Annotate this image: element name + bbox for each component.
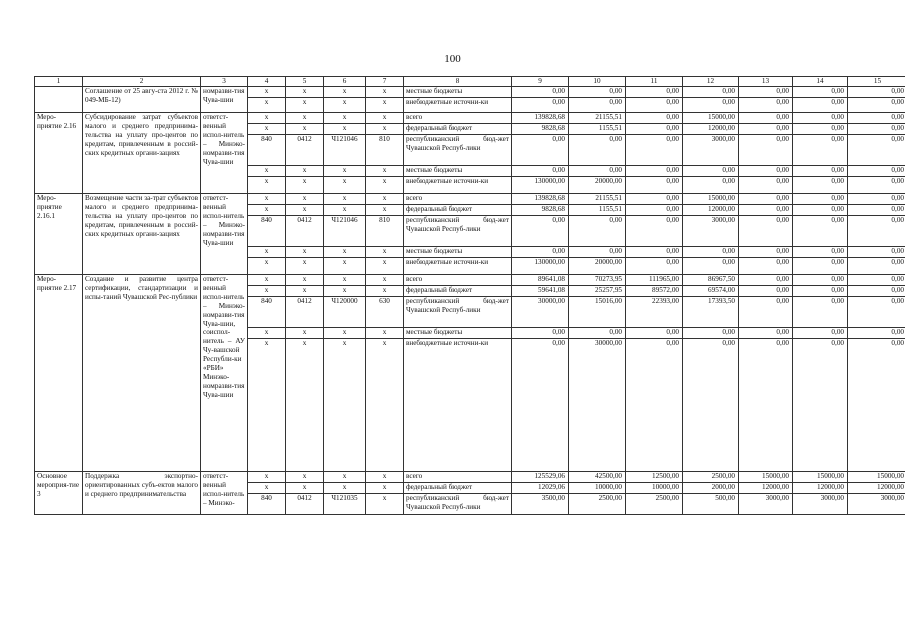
amount-cell: 30000,00 — [512, 297, 569, 328]
funding-source-cell: республиканский бюд-жет Чувашской Респуб-лики — [404, 216, 512, 247]
amount-cell: 0,00 — [848, 275, 905, 286]
amount-cell: 0,00 — [569, 216, 626, 247]
amount-cell: 89641,08 — [512, 275, 569, 286]
column-number-cell: 5 — [286, 77, 324, 87]
amount-cell: 89572,00 — [626, 286, 683, 297]
activity-number-cell — [35, 87, 83, 113]
budget-code-cell: x — [324, 87, 366, 98]
amount-cell: 0,00 — [793, 328, 848, 339]
budget-code-cell: 840 — [248, 216, 286, 247]
amount-cell: 0,00 — [848, 258, 905, 275]
amount-cell: 2500,00 — [569, 494, 626, 515]
amount-cell: 0,00 — [848, 339, 905, 472]
funding-source-cell: федеральный бюджет — [404, 483, 512, 494]
funding-source-cell: внебюджетные источни-ки — [404, 258, 512, 275]
amount-cell: 0,00 — [739, 339, 793, 472]
amount-cell: 0,00 — [739, 275, 793, 286]
budget-code-cell: x — [248, 177, 286, 194]
amount-cell: 0,00 — [793, 135, 848, 166]
budget-code-cell: x — [324, 194, 366, 205]
budget-code-cell: x — [248, 275, 286, 286]
column-number-cell: 12 — [683, 77, 739, 87]
amount-cell: 3000,00 — [683, 135, 739, 166]
activity-name-cell: Возмещение части за-трат субъектов малого и среднего предпринима-тельства на уплату про-центов по кредитам, привлеченным в россий-ских кредитных органи-зациях — [83, 194, 201, 275]
funding-source-cell: всего — [404, 194, 512, 205]
budget-code-cell: x — [286, 177, 324, 194]
amount-cell: 0,00 — [683, 339, 739, 472]
amount-cell: 0,00 — [739, 258, 793, 275]
budget-code-cell: x — [286, 98, 324, 113]
column-number-cell: 8 — [404, 77, 512, 87]
budget-code-cell: x — [248, 286, 286, 297]
amount-cell: 0,00 — [848, 205, 905, 216]
budget-code-cell: 630 — [366, 297, 404, 328]
activity-number-cell: Меро-приятие 2.16.1 — [35, 194, 83, 275]
amount-cell: 0,00 — [739, 98, 793, 113]
activity-number-cell: Меро-приятие 2.17 — [35, 275, 83, 472]
amount-cell: 0,00 — [848, 194, 905, 205]
amount-cell: 0,00 — [848, 124, 905, 135]
amount-cell: 0,00 — [626, 205, 683, 216]
column-number-row — [35, 77, 905, 87]
amount-cell: 12000,00 — [683, 205, 739, 216]
budget-code-cell: x — [324, 328, 366, 339]
amount-cell: 15000,00 — [848, 472, 905, 483]
amount-cell: 12000,00 — [848, 483, 905, 494]
amount-cell: 0,00 — [739, 328, 793, 339]
amount-cell: 0,00 — [848, 98, 905, 113]
budget-code-cell: x — [248, 124, 286, 135]
funding-source-cell: всего — [404, 113, 512, 124]
amount-cell: 125529,06 — [512, 472, 569, 483]
budget-code-cell: x — [248, 258, 286, 275]
amount-cell: 0,00 — [569, 87, 626, 98]
amount-cell: 0,00 — [512, 87, 569, 98]
amount-cell: 0,00 — [848, 328, 905, 339]
budget-code-cell: x — [366, 124, 404, 135]
budget-code-cell: x — [324, 124, 366, 135]
amount-cell: 130000,00 — [512, 177, 569, 194]
amount-cell: 0,00 — [739, 205, 793, 216]
activity-name-cell: Создание и развитие центра сертификации, стандартизации и испы-таний Чувашской Рес-публики — [83, 275, 201, 472]
budget-code-cell: x — [324, 286, 366, 297]
budget-code-cell: x — [366, 494, 404, 515]
amount-cell: 2500,00 — [683, 472, 739, 483]
amount-cell: 0,00 — [626, 258, 683, 275]
budget-code-cell: x — [248, 194, 286, 205]
column-number-cell: 4 — [248, 77, 286, 87]
amount-cell: 86967,50 — [683, 275, 739, 286]
budget-code-cell: x — [366, 166, 404, 177]
amount-cell: 130000,00 — [512, 258, 569, 275]
amount-cell: 0,00 — [512, 339, 569, 472]
amount-cell: 0,00 — [569, 166, 626, 177]
amount-cell: 0,00 — [626, 87, 683, 98]
funding-source-cell: внебюджетные источни-ки — [404, 339, 512, 472]
budget-code-cell: x — [324, 166, 366, 177]
amount-cell: 20000,00 — [569, 177, 626, 194]
amount-cell: 0,00 — [626, 135, 683, 166]
amount-cell: 30000,00 — [569, 339, 626, 472]
budget-code-cell: x — [324, 98, 366, 113]
amount-cell: 0,00 — [683, 98, 739, 113]
budget-code-cell: Ч120000 — [324, 297, 366, 328]
budget-code-cell: x — [324, 113, 366, 124]
page-number: 100 — [444, 53, 461, 65]
budget-code-cell: x — [366, 275, 404, 286]
amount-cell: 22393,00 — [626, 297, 683, 328]
funding-source-cell: федеральный бюджет — [404, 205, 512, 216]
funding-source-cell: республиканский бюд-жет Чувашской Респуб-лики — [404, 494, 512, 515]
budget-code-cell: x — [248, 483, 286, 494]
amount-cell: 12000,00 — [793, 483, 848, 494]
amount-cell: 9828,68 — [512, 205, 569, 216]
amount-cell: 20000,00 — [569, 258, 626, 275]
amount-cell: 0,00 — [793, 258, 848, 275]
budget-table — [34, 76, 905, 515]
budget-code-cell: x — [366, 258, 404, 275]
amount-cell: 70273,95 — [569, 275, 626, 286]
budget-code-cell: x — [286, 247, 324, 258]
budget-code-cell: x — [286, 339, 324, 472]
budget-code-cell: x — [366, 177, 404, 194]
amount-cell: 0,00 — [683, 328, 739, 339]
amount-cell: 1155,51 — [569, 205, 626, 216]
budget-code-cell: x — [248, 205, 286, 216]
responsible-executor-cell: ответст-венный испол-нитель – Минэко- — [201, 472, 248, 515]
budget-code-cell: Ч121046 — [324, 135, 366, 166]
amount-cell: 25257,95 — [569, 286, 626, 297]
amount-cell: 0,00 — [848, 247, 905, 258]
budget-code-cell: x — [286, 258, 324, 275]
amount-cell: 0,00 — [848, 297, 905, 328]
column-number-cell: 11 — [626, 77, 683, 87]
amount-cell: 0,00 — [739, 286, 793, 297]
budget-code-cell: 0412 — [286, 297, 324, 328]
responsible-executor-cell: ответст-венный испол-нитель – Минэко-номразви-тия Чува-шии — [201, 194, 248, 275]
budget-code-cell: x — [366, 339, 404, 472]
funding-source-cell: республиканский бюд-жет Чувашской Респуб-лики — [404, 297, 512, 328]
responsible-executor-cell: ответст-венный испол-нитель – Минэко-номразви-тия Чува-шии — [201, 113, 248, 194]
amount-cell: 0,00 — [683, 166, 739, 177]
budget-code-cell: x — [366, 472, 404, 483]
funding-source-cell: внебюджетные источни-ки — [404, 177, 512, 194]
amount-cell: 12000,00 — [739, 483, 793, 494]
funding-source-cell: федеральный бюджет — [404, 286, 512, 297]
amount-cell: 0,00 — [848, 216, 905, 247]
budget-code-cell: x — [366, 113, 404, 124]
column-number-cell: 13 — [739, 77, 793, 87]
amount-cell: 500,00 — [683, 494, 739, 515]
budget-code-cell: x — [324, 472, 366, 483]
column-number-cell: 10 — [569, 77, 626, 87]
amount-cell: 0,00 — [793, 194, 848, 205]
amount-cell: 0,00 — [569, 247, 626, 258]
activity-name-cell: Соглашение от 25 авгу-ста 2012 г. № 049-МБ-12) — [83, 87, 201, 113]
amount-cell: 2500,00 — [626, 494, 683, 515]
funding-source-cell: местные бюджеты — [404, 87, 512, 98]
amount-cell: 0,00 — [793, 297, 848, 328]
budget-code-cell: x — [286, 472, 324, 483]
amount-cell: 0,00 — [512, 247, 569, 258]
amount-cell: 10000,00 — [626, 483, 683, 494]
amount-cell: 2000,00 — [683, 483, 739, 494]
amount-cell: 0,00 — [683, 247, 739, 258]
amount-cell: 12000,00 — [683, 124, 739, 135]
budget-code-cell: x — [286, 194, 324, 205]
amount-cell: 3000,00 — [848, 494, 905, 515]
amount-cell: 0,00 — [739, 166, 793, 177]
budget-code-cell: x — [248, 339, 286, 472]
budget-code-cell: 0412 — [286, 135, 324, 166]
amount-cell: 0,00 — [569, 98, 626, 113]
table-row — [35, 113, 905, 124]
amount-cell: 1155,51 — [569, 124, 626, 135]
amount-cell: 0,00 — [683, 177, 739, 194]
budget-code-cell: Ч121035 — [324, 494, 366, 515]
funding-source-cell: местные бюджеты — [404, 328, 512, 339]
budget-code-cell: x — [366, 247, 404, 258]
amount-cell: 3000,00 — [739, 494, 793, 515]
amount-cell: 15000,00 — [793, 472, 848, 483]
budget-code-cell: x — [248, 87, 286, 98]
budget-code-cell: x — [248, 247, 286, 258]
column-number-cell: 7 — [366, 77, 404, 87]
amount-cell: 0,00 — [683, 87, 739, 98]
budget-code-cell: Ч121046 — [324, 216, 366, 247]
budget-code-cell: x — [248, 113, 286, 124]
amount-cell: 0,00 — [848, 87, 905, 98]
budget-code-cell: x — [324, 258, 366, 275]
amount-cell: 0,00 — [512, 135, 569, 166]
budget-code-cell: x — [324, 275, 366, 286]
amount-cell: 0,00 — [739, 247, 793, 258]
amount-cell: 21155,51 — [569, 194, 626, 205]
amount-cell: 12029,06 — [512, 483, 569, 494]
amount-cell: 21155,51 — [569, 113, 626, 124]
amount-cell: 0,00 — [739, 216, 793, 247]
budget-code-cell: x — [286, 113, 324, 124]
amount-cell: 0,00 — [739, 124, 793, 135]
table-row — [35, 194, 905, 205]
budget-code-cell: 840 — [248, 135, 286, 166]
amount-cell: 69574,00 — [683, 286, 739, 297]
amount-cell: 42500,00 — [569, 472, 626, 483]
amount-cell: 15016,00 — [569, 297, 626, 328]
budget-code-cell: x — [248, 98, 286, 113]
funding-source-cell: всего — [404, 472, 512, 483]
table-row — [35, 275, 905, 286]
column-number-cell: 1 — [35, 77, 83, 87]
column-number-cell: 14 — [793, 77, 848, 87]
funding-source-cell: местные бюджеты — [404, 166, 512, 177]
budget-code-cell: x — [286, 328, 324, 339]
funding-source-cell: республиканский бюд-жет Чувашской Респуб-лики — [404, 135, 512, 166]
amount-cell: 0,00 — [683, 258, 739, 275]
activity-name-cell: Поддержка экспортно-ориентированных субъ-ектов малого и среднего предпринимательства — [83, 472, 201, 515]
budget-code-cell: 0412 — [286, 216, 324, 247]
amount-cell: 12500,00 — [626, 472, 683, 483]
amount-cell: 3000,00 — [683, 216, 739, 247]
budget-code-cell: x — [286, 124, 324, 135]
budget-code-cell: 0412 — [286, 494, 324, 515]
budget-code-cell: x — [286, 87, 324, 98]
column-number-cell: 2 — [83, 77, 201, 87]
amount-cell: 0,00 — [512, 98, 569, 113]
column-number-cell: 9 — [512, 77, 569, 87]
budget-code-cell: 810 — [366, 216, 404, 247]
amount-cell: 3500,00 — [512, 494, 569, 515]
column-number-cell: 15 — [848, 77, 905, 87]
amount-cell: 0,00 — [848, 286, 905, 297]
amount-cell: 0,00 — [626, 98, 683, 113]
budget-code-cell: x — [286, 275, 324, 286]
amount-cell: 0,00 — [848, 135, 905, 166]
budget-code-cell: x — [286, 483, 324, 494]
budget-code-cell: 840 — [248, 297, 286, 328]
amount-cell: 0,00 — [793, 124, 848, 135]
amount-cell: 0,00 — [793, 216, 848, 247]
budget-code-cell: x — [248, 328, 286, 339]
activity-number-cell: Меро-приятие 2.16 — [35, 113, 83, 194]
amount-cell: 0,00 — [848, 113, 905, 124]
amount-cell: 0,00 — [626, 247, 683, 258]
budget-code-cell: x — [286, 166, 324, 177]
amount-cell: 59641,08 — [512, 286, 569, 297]
budget-code-cell: x — [366, 87, 404, 98]
amount-cell: 17393,50 — [683, 297, 739, 328]
amount-cell: 0,00 — [793, 177, 848, 194]
budget-code-cell: x — [324, 247, 366, 258]
amount-cell: 0,00 — [793, 87, 848, 98]
budget-code-cell: x — [248, 166, 286, 177]
amount-cell: 0,00 — [848, 166, 905, 177]
amount-cell: 0,00 — [793, 247, 848, 258]
amount-cell: 0,00 — [793, 205, 848, 216]
budget-code-cell: x — [366, 194, 404, 205]
column-number-cell: 3 — [201, 77, 248, 87]
amount-cell: 0,00 — [626, 328, 683, 339]
amount-cell: 0,00 — [793, 275, 848, 286]
budget-code-cell: 840 — [248, 494, 286, 515]
amount-cell: 15000,00 — [739, 472, 793, 483]
amount-cell: 139828,68 — [512, 194, 569, 205]
budget-code-cell: x — [324, 339, 366, 472]
amount-cell: 0,00 — [739, 194, 793, 205]
amount-cell: 0,00 — [512, 166, 569, 177]
amount-cell: 0,00 — [793, 339, 848, 472]
budget-code-cell: x — [366, 286, 404, 297]
budget-code-cell: x — [366, 205, 404, 216]
amount-cell: 0,00 — [626, 124, 683, 135]
funding-source-cell: внебюджетные источни-ки — [404, 98, 512, 113]
budget-code-cell: x — [286, 286, 324, 297]
budget-code-cell: x — [324, 483, 366, 494]
amount-cell: 15000,00 — [683, 194, 739, 205]
amount-cell: 0,00 — [626, 194, 683, 205]
responsible-executor-cell: номразви-тия Чува-шии — [201, 87, 248, 113]
amount-cell: 0,00 — [793, 166, 848, 177]
amount-cell: 0,00 — [626, 177, 683, 194]
amount-cell: 0,00 — [739, 135, 793, 166]
amount-cell: 0,00 — [739, 177, 793, 194]
activity-name-cell: Субсидирование затрат субъектов малого и среднего предпринима-тельства на уплату про-центов по кредитам, привлеченным в россий-ских кредитных органи-зациях — [83, 113, 201, 194]
budget-code-cell: x — [324, 177, 366, 194]
amount-cell: 0,00 — [739, 297, 793, 328]
table-row — [35, 87, 905, 98]
amount-cell: 10000,00 — [569, 483, 626, 494]
amount-cell: 0,00 — [793, 113, 848, 124]
column-number-cell: 6 — [324, 77, 366, 87]
amount-cell: 0,00 — [512, 216, 569, 247]
amount-cell: 9828,68 — [512, 124, 569, 135]
budget-code-cell: x — [366, 98, 404, 113]
responsible-executor-cell: ответст-венный испол-нитель – Минэко-номразви-тия Чува-шии, соиспол-нитель – АУ Чу-вашской Республи-ки «РБИ» Минэко-номразви-тия Чува-шии — [201, 275, 248, 472]
amount-cell: 139828,68 — [512, 113, 569, 124]
amount-cell: 111965,00 — [626, 275, 683, 286]
table-row — [35, 472, 905, 483]
activity-number-cell: Основное мероприя-тие 3 — [35, 472, 83, 515]
budget-code-cell: x — [286, 205, 324, 216]
budget-code-cell: x — [324, 205, 366, 216]
funding-source-cell: местные бюджеты — [404, 247, 512, 258]
amount-cell: 0,00 — [848, 177, 905, 194]
amount-cell: 0,00 — [512, 328, 569, 339]
amount-cell: 15000,00 — [683, 113, 739, 124]
funding-source-cell: федеральный бюджет — [404, 124, 512, 135]
budget-code-cell: x — [366, 328, 404, 339]
budget-code-cell: 810 — [366, 135, 404, 166]
funding-source-cell: всего — [404, 275, 512, 286]
amount-cell: 0,00 — [739, 113, 793, 124]
amount-cell: 0,00 — [626, 216, 683, 247]
amount-cell: 0,00 — [626, 339, 683, 472]
amount-cell: 0,00 — [569, 328, 626, 339]
budget-code-cell: x — [248, 472, 286, 483]
budget-code-cell: x — [366, 483, 404, 494]
amount-cell: 3000,00 — [793, 494, 848, 515]
amount-cell: 0,00 — [739, 87, 793, 98]
amount-cell: 0,00 — [626, 166, 683, 177]
amount-cell: 0,00 — [626, 113, 683, 124]
amount-cell: 0,00 — [793, 98, 848, 113]
amount-cell: 0,00 — [569, 135, 626, 166]
amount-cell: 0,00 — [793, 286, 848, 297]
